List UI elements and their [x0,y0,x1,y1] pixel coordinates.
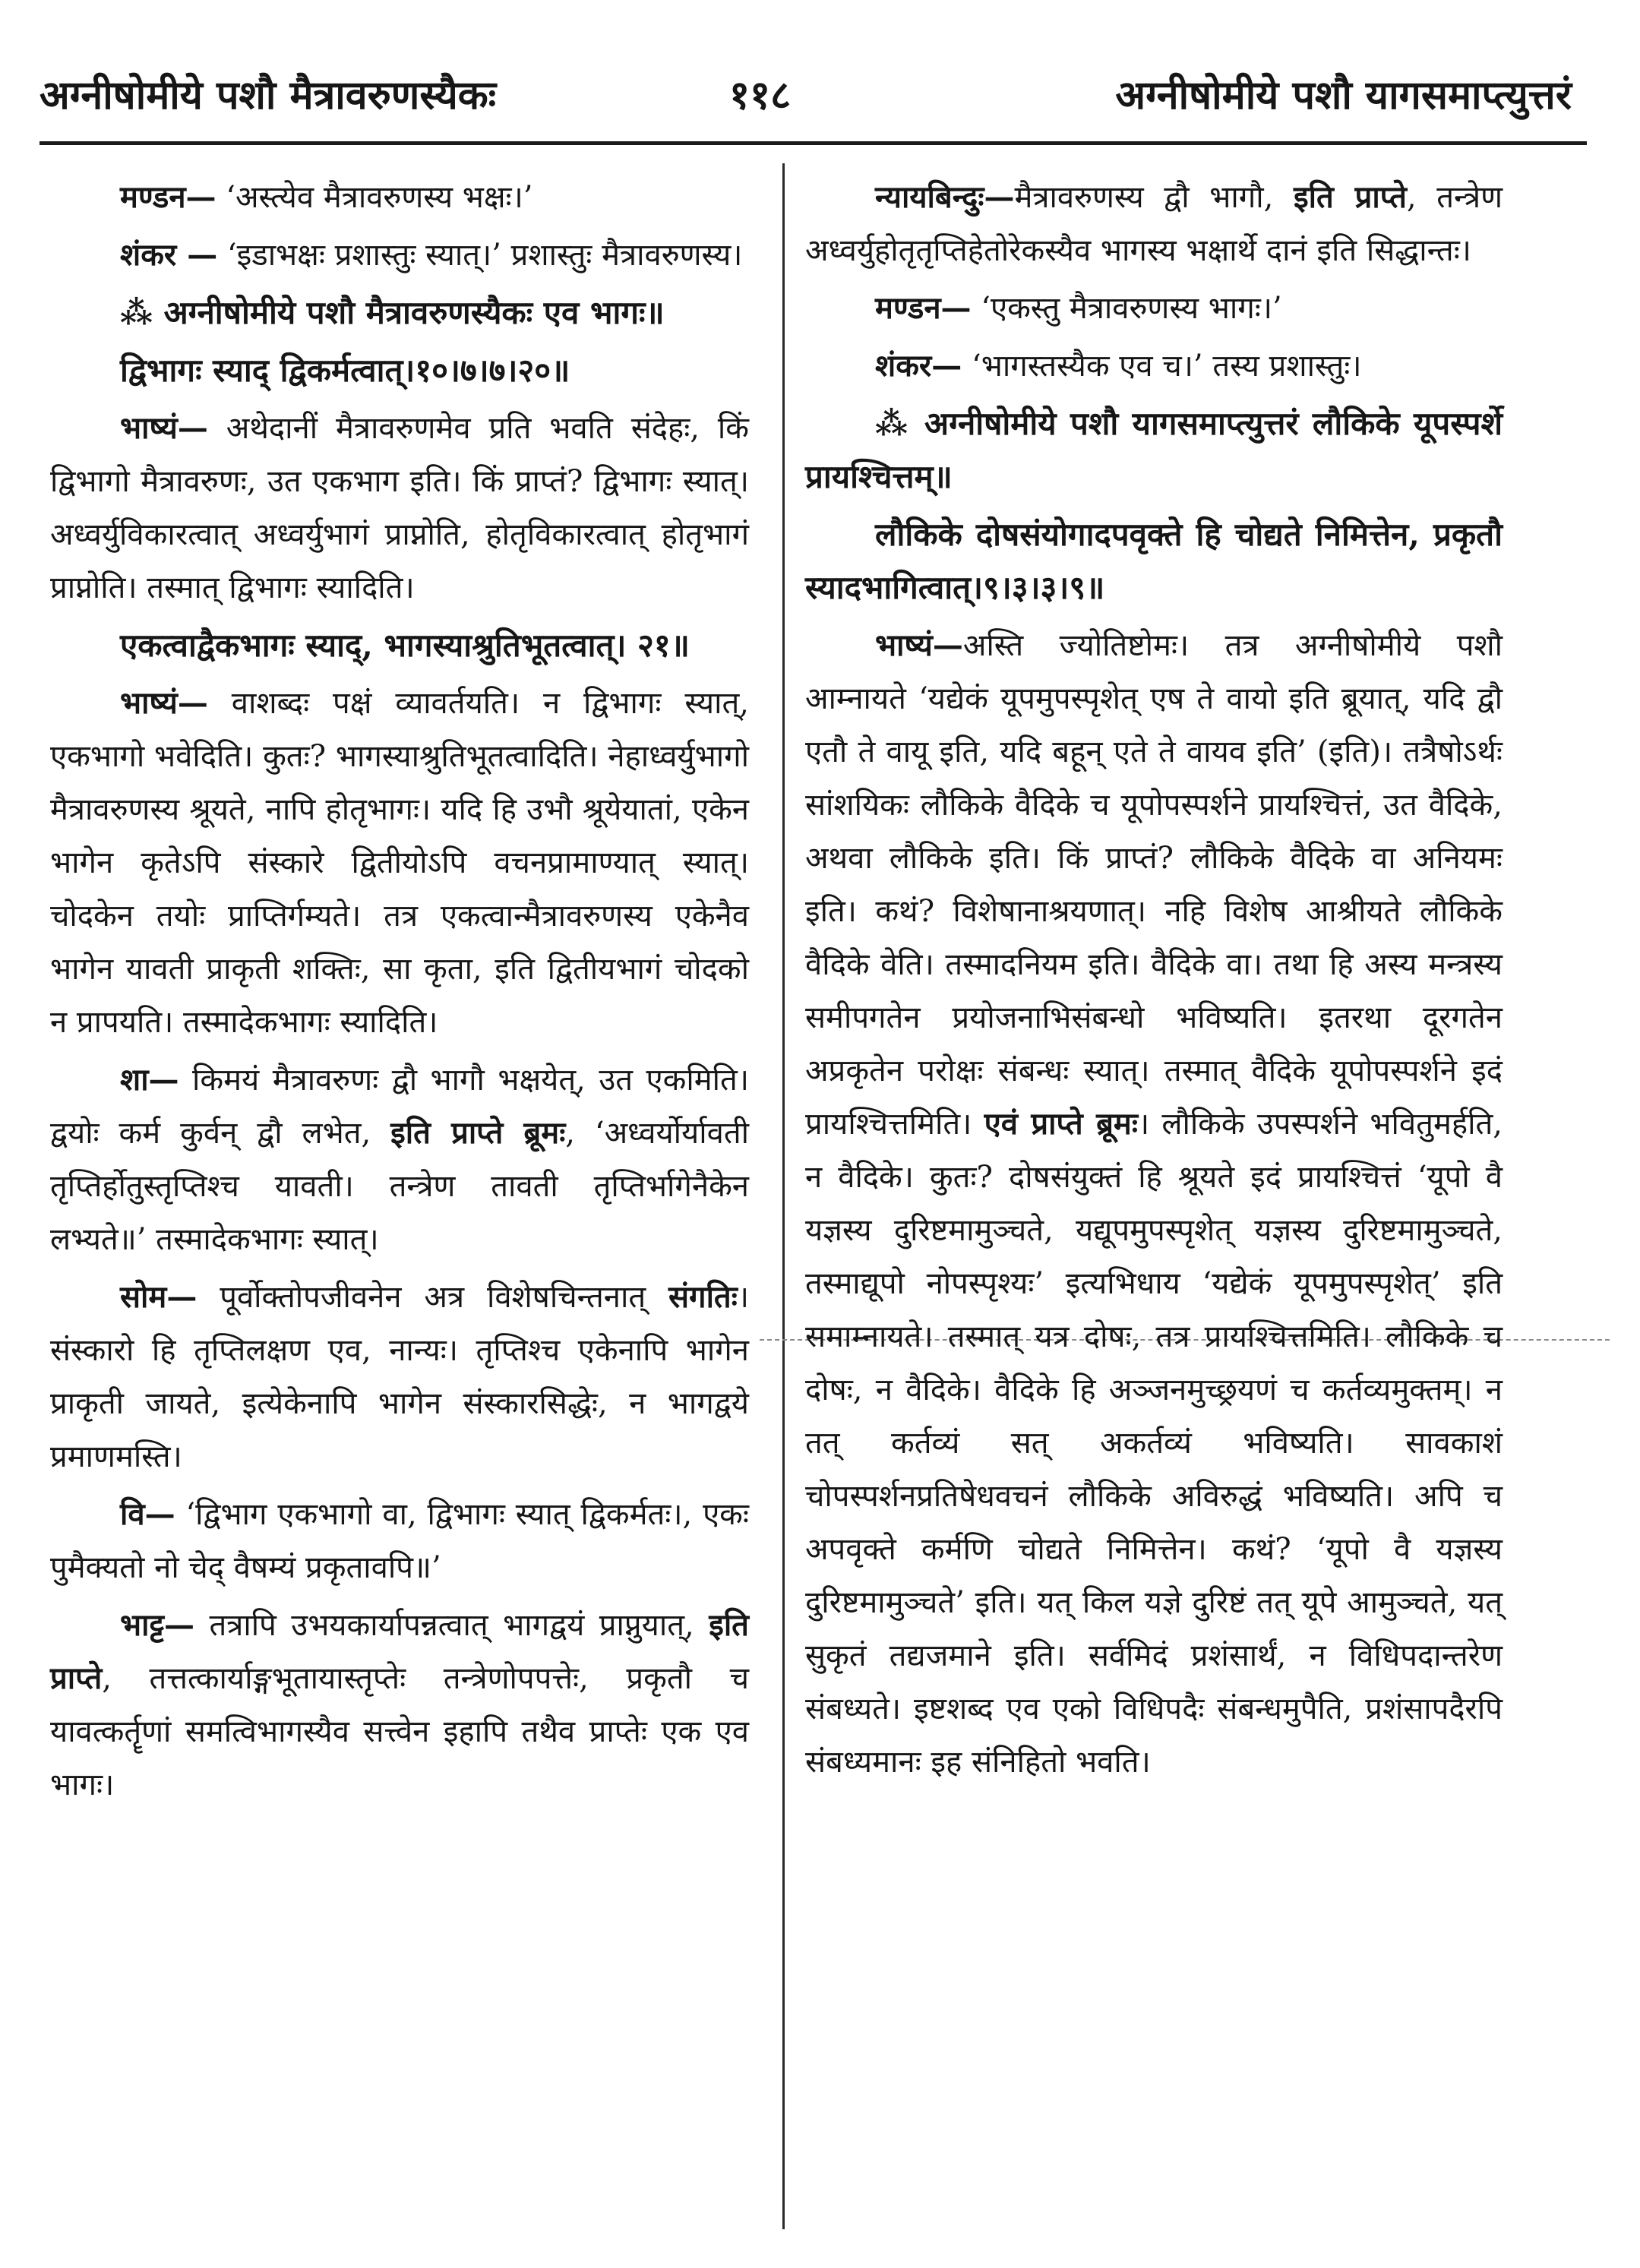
section-ornament-icon: ⁂ [875,405,911,442]
commentary-text: । संस्कारो हि तृप्तिलक्षण एव, नान्यः। तृप्तिश्च एकेनापि भागेन प्राकृती जायते, इत्येकेनापि भागेन संस्कारसिद्धेः, न भागद्वये प्रमाणमस्ति। [50,1280,749,1474]
section-heading-text: अग्नीषोमीये पशौ यागसमाप्त्युत्तरं लौकिके यूपस्पर्शे प्रायश्चित्तम्॥ [805,405,1503,495]
emphasis-text: संगतिः [668,1279,738,1315]
commentary-text: । लौकिके उपस्पर्शने भवितुमर्हति, न वैदिके। कुतः? दोषसंयुक्तं हि श्रूयते इदं प्रायश्चित्तं ‘यूपो वै यज्ञस्य दुरिष्टमामुञ्चते, यद्यूपमुपस्पृशेत् यज्ञस्य दुरिष्टमामुञ्चते, तस्माद्यूपो नोपस्पृश्यः’ इत्यभिधाय ‘यद्येकं यूपमुपस्पृशेत्’ इति समाम्नायते। तस्मात् यत्र दोषः, तत्र प्रायश्चित्तमिति। लौकिके च दोषः, न वैदिके। वैदिके हि अञ्जनमुच्छ्रयणं च कर्तव्यमुक्तम्। न तत् कर्तव्यं सत् अकर्तव्यं भविष्यति। सावकाशं चोपस्पर्शनप्रतिषेधवचनं लौकिके अविरुद्धं भविष्यति। अपि च अपवृक्ते कर्मणि चोद्यते निमित्तेन। कथं? ‘यूपो वै यज्ञस्य दुरिष्टमामुञ्चते’ इति। यत् किल यज्ञे दुरिष्टं तत् यूपे आमुञ्चते, यत् सुकृतं तद्यजमाने इति। सर्वमिदं प्रशंसार्थं, न विधिपदान्तरेण संबध्यते। इष्टशब्द एव एको विधिपदैः संबन्धमुपैति, प्रशंसापदैरपि संबध्यमानः इह संनिहितो भवति। [805,1107,1503,1780]
left-column [50,171,749,1816]
commentary-vi [50,1488,749,1594]
commentary-text: ‘अस्त्येव मैत्रावरुणस्य भक्षः।’ [216,180,533,215]
running-head-left: अग्नीषोमीये पशौ मैत्रावरुणस्यैकः [39,72,497,118]
commentary-label: वि— [120,1496,175,1532]
commentary-label: शंकर— [875,348,962,384]
emphasis-text: इति प्राप्ते ब्रूमः [390,1115,566,1151]
commentary-text: ‘द्विभाग एकभागो वा, द्विभागः स्यात् द्विकर्मतः।, एकः पुमैक्यतो नो चेद् वैषम्यं प्रकृतावपि॥’ [50,1497,749,1585]
column-divider [782,163,785,2229]
commentary-mandana [805,282,1503,335]
commentary-bhashya [50,402,749,614]
commentary-bhashya [50,677,749,1049]
commentary-label: मण्डन— [120,179,216,215]
commentary-text: , तन्त्रेण अध्वर्युहोतृतृप्तिहेतोरेकस्यैव भागस्य भक्षार्थे दानं इति सिद्धान्तः। [805,180,1503,268]
commentary-bhatta [50,1599,749,1812]
commentary-text: , तत्तत्कार्याङ्गभूतायास्तृप्तेः तन्त्रेणोपपत्तेः, प्रकृतौ च यावत्कर्तॄणां समत्विभागस्यैव सत्त्वेन इहापि तथैव प्राप्तेः एक एव भागः। [50,1661,749,1802]
commentary-text: अस्ति ज्योतिष्टोमः। तत्र अग्नीषोमीये पशौ आम्नायते ‘यद्येकं यूपमुपस्पृशेत् एष ते वायो इति ब्रूयात्, यदि द्वौ एतौ ते वायू इति, यदि बहून् एते ते वायव इति’ (इति)। तत्रैषोऽर्थः सांशयिकः लौकिके वैदिके च यूपोपस्पर्शने प्रायश्चित्तं, उत वैदिके, अथवा लौकिके इति। किं प्राप्तं? लौकिके वैदिके वा अनियमः इति। कथं? विशेषानाश्रयणात्। नहि विशेष आश्रीयते लौकिके वैदिके वेति। तस्मादनियम इति। वैदिके वा। तथा हि अस्य मन्त्रस्य समीपगतेन प्रयोजनाभिसंबन्धो भविष्यति। इतरथा दूरगतेन अप्रकृतेन परोक्षः संबन्धः स्यात्। तस्मात् वैदिके यूपोपस्पर्शने इदं प्रायश्चित्तमिति। [805,628,1503,1142]
commentary-text: , ‘अध्वर्योर्यावती तृप्तिर्होतुस्तृप्तिश्च यावती। तन्त्रेण तावती तृप्तिर्भागेनैकेन लभ्यते॥’ तस्मादेकभागः स्यात्। [50,1116,749,1257]
commentary-label: भाष्यं— [875,627,963,663]
commentary-text: पूर्वोक्तोपजीवनेन अत्र विशेषचिन्तनात् [197,1280,669,1315]
commentary-text: ‘एकस्तु मैत्रावरुणस्य भागः।’ [971,291,1282,326]
commentary-label: शा— [120,1062,179,1098]
commentary-text: मैत्रावरुणस्य द्वौ भागौ, [1014,180,1294,215]
emphasis-text: एवं प्राप्ते ब्रूमः [984,1106,1138,1142]
commentary-soma [50,1271,749,1483]
sutra: लौकिके दोषसंयोगादपवृक्ते हि चोद्यते निमित्तेन, प्रकृतौ स्यादभागित्वात्।९।३।३।९॥ [805,516,1503,606]
section-heading [50,286,749,340]
emphasis-text: इति प्राप्ते [50,1607,749,1696]
commentary-label: भाष्यं— [120,685,208,721]
section-heading-text: अग्नीषोमीये पशौ मैत्रावरुणस्यैकः एव भागः॥ [152,294,665,331]
right-column [805,171,1503,1793]
section-ornament-icon: ⁂ [120,294,153,331]
commentary-text: ‘इडाभक्षः प्रशास्तुः स्यात्।’ प्रशास्तुः मैत्रावरुणस्य। [217,238,743,273]
commentary-shastradipika [50,1053,749,1266]
commentary-text: तत्रापि उभयकार्यापन्नत्वात् भागद्वयं प्राप्नुयात्, [194,1608,709,1643]
commentary-text: ‘भागस्तस्यैक एव च।’ तस्य प्रशास्तुः। [962,349,1362,384]
commentary-label: सोम— [120,1279,197,1315]
commentary-label: शंकर — [120,237,218,273]
commentary-label: न्यायबिन्दुः— [875,179,1015,215]
commentary-text: वाशब्दः पक्षं व्यावर्तयति। न द्विभागः स्यात्, एकभागो भवेदिति। कुतः? भागस्याश्रुतिभूतत्वादिति। नेहाध्वर्युभागो मैत्रावरुणस्य श्रूयते, नापि होतृभागः। यदि हि उभौ श्रूयेयातां, एकेन भागेन कृतेऽपि संस्कारे द्वितीयोऽपि वचनप्रामाण्यात् स्यात्। चोदकेन तयोः प्राप्तिर्गम्यते। तत्र एकत्वान्मैत्रावरुणस्य एकेनैव भागेन यावती प्राकृती शक्तिः, सा कृता, इति द्वितीयभागं चोदको न प्रापयति। तस्मादेकभागः स्यादिति। [50,686,749,1040]
commentary-bhashya [805,619,1503,1789]
sutra: एकत्वाद्वैकभागः स्याद्, भागस्याश्रुतिभूतत्वात्। २१॥ [120,627,690,664]
header-rule [39,141,1587,145]
commentary-shankara [50,229,749,282]
commentary-label: भाष्यं— [120,410,208,446]
page-number: ११८ [729,72,792,118]
running-head-right: अग्नीषोमीये पशौ यागसमाप्त्युत्तरं [1115,72,1572,118]
commentary-label: मण्डन— [875,290,972,326]
section-heading [805,397,1503,504]
commentary-label: भाट्ट— [120,1607,195,1643]
emphasis-text: इति प्राप्ते [1293,179,1407,215]
commentary-nyayabindu [805,171,1503,277]
sutra: द्विभागः स्याद् द्विकर्मत्वात्।१०।७।७।२०॥ [120,352,570,389]
commentary-mandana [50,171,749,224]
commentary-text: अथेदानीं मैत्रावरुणमेव प्रति भवति संदेहः, किं द्विभागो मैत्रावरुणः, उत एकभाग इति। किं प्राप्तं? द्विभागः स्यात्। अध्वर्युविकारत्वात् अध्वर्युभागं प्राप्नोति, होतृविकारत्वात् होतृभागं प्राप्नोति। तस्मात् द्विभागः स्यादिति। [50,411,749,605]
commentary-shankara [805,340,1503,393]
commentary-text: किमयं मैत्रावरुणः द्वौ भागौ भक्षयेत्, उत एकमिति। द्वयोः कर्म कुर्वन् द्वौ लभेत, [50,1063,749,1151]
